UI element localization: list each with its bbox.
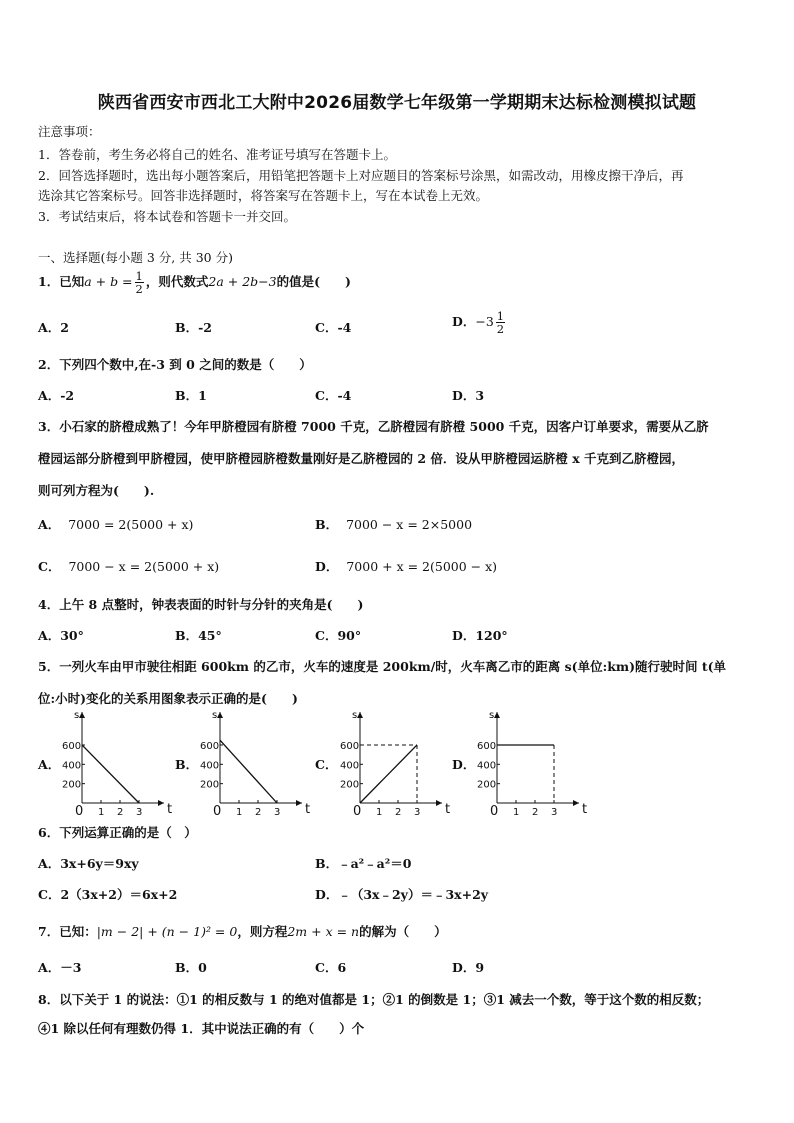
x-tick-label: 2: [117, 807, 124, 818]
q6-option-d[interactable]: D．﹣（3x﹣2y）＝﹣3x+2y: [315, 887, 489, 902]
question-8-stem: ④1 除以任何有理数仍得 1．其中说法正确的有（ ）个: [38, 1021, 365, 1036]
x-tick-label: 2: [532, 807, 539, 818]
x-axis-label: t: [445, 802, 451, 817]
x-tick-label: 0: [353, 804, 362, 819]
q5-graph-c: [338, 708, 451, 820]
q2-option-d[interactable]: D．3: [452, 388, 485, 403]
q3-b-equation: 7000 − x = 2×5000: [346, 517, 473, 532]
q1-d-whole: −3: [475, 314, 494, 329]
q6-option-c[interactable]: C．2（3x+2）＝6x+2: [38, 887, 178, 902]
q3-d-equation: 7000 + x = 2(5000 − x): [346, 559, 498, 574]
y-tick-label: 400: [340, 760, 360, 772]
y-axis-arrow: [217, 712, 223, 718]
question-4-stem: 4．上午 8 点整时，钟表表面的时针与分针的夹角是( ): [38, 597, 364, 612]
y-axis-arrow: [494, 712, 500, 718]
q4-option-c[interactable]: C．90°: [315, 628, 362, 643]
notice-item: 2．回答选择题时，选出每小题答案后，用铅笔把答题卡上对应题目的答案标号涂黑，如需改动，用橡皮擦干净后，再: [38, 168, 684, 183]
q1-d-num: 1: [496, 309, 505, 323]
x-axis-arrow: [573, 800, 579, 806]
notice-heading: 注意事项：: [38, 124, 101, 139]
section-heading: 一、选择题(每小题 3 分, 共 30 分): [38, 250, 233, 265]
q1-option-d[interactable]: [452, 310, 507, 335]
y-axis-arrow: [79, 712, 85, 718]
y-tick-label: 400: [477, 760, 497, 772]
q5-graph-b: [198, 708, 311, 820]
q7-option-b[interactable]: B．0: [175, 960, 207, 975]
series-line: [360, 745, 417, 803]
x-tick-label: 2: [395, 807, 402, 818]
q1-d-fraction: [496, 310, 505, 335]
q7-mid: ，则方程: [237, 924, 288, 939]
q7-option-d[interactable]: D．9: [452, 960, 485, 975]
q2-option-a[interactable]: A．-2: [38, 388, 75, 403]
q1-suffix: 的值是( ): [276, 274, 351, 289]
y-axis-arrow: [357, 712, 363, 718]
q7-equation: 2m + x = n: [287, 924, 360, 939]
q3-c-label: C．: [38, 559, 61, 574]
x-tick-label: 2: [255, 807, 262, 818]
y-tick-label: 600: [62, 740, 82, 752]
series-line: [82, 745, 139, 803]
question-3-stem: 橙园运部分脐橙到甲脐橙园，使甲脐橙园脐橙数量刚好是乙脐橙园的 2 倍．设从甲脐橙园运脐橙 x 千克到乙脐橙园，: [38, 451, 685, 466]
q3-option-d[interactable]: [315, 557, 497, 575]
y-tick-label: 400: [200, 760, 220, 772]
x-tick-label: 3: [551, 807, 558, 818]
x-tick-label: 1: [98, 807, 105, 818]
q7-condition: |m − 2| + (n − 1)² = 0: [96, 924, 238, 939]
question-2-stem: 2．下列四个数中,在-3 到 0 之间的数是（ ）: [38, 357, 312, 372]
question-8-stem: 8．以下关于 1 的说法：①1 的相反数与 1 的绝对值都是 1；②1 的倒数是 1；③1 减去一个数，等于这个数的相反数；: [38, 992, 710, 1007]
q4-option-d[interactable]: D．120°: [452, 628, 508, 643]
x-tick-label: 1: [236, 807, 243, 818]
q4-option-b[interactable]: B．45°: [175, 628, 222, 643]
q5-graph-d: [475, 708, 588, 820]
q1-fraction: [135, 270, 144, 295]
q6-option-b[interactable]: B．﹣a²﹣a²＝0: [315, 856, 412, 871]
x-tick-label: 1: [376, 807, 383, 818]
q1-expression: 2a + 2b−3: [208, 274, 277, 289]
q3-c-equation: 7000 − x = 2(5000 + x): [68, 559, 220, 574]
q1-option-c[interactable]: C．-4: [315, 320, 352, 335]
y-tick-label: 600: [477, 740, 497, 752]
x-tick-label: 0: [75, 804, 84, 819]
q5-option-c[interactable]: C．: [315, 757, 338, 772]
q3-option-a[interactable]: [38, 515, 193, 533]
notice-item: 3．考试结束后，将本试卷和答题卡一并交回。: [38, 209, 296, 224]
x-tick-label: 0: [490, 804, 499, 819]
q1-d-label: D．: [452, 314, 476, 329]
question-1-stem: [38, 270, 351, 295]
q3-b-label: B．: [315, 517, 339, 532]
y-tick-label: 400: [62, 760, 82, 772]
q1-mid: ，则代数式: [145, 274, 209, 289]
series-line: [220, 740, 277, 803]
q7-prefix: 7．已知：: [38, 924, 97, 939]
q1-frac-num: 1: [135, 269, 143, 283]
y-axis-label: s: [489, 710, 495, 721]
x-axis-arrow: [296, 800, 302, 806]
q7-option-c[interactable]: C．6: [315, 960, 347, 975]
exam-title: 陕西省西安市西北工大附中2026届数学七年级第一学期期末达标检测模拟试题: [97, 93, 697, 113]
y-tick-label: 200: [200, 779, 220, 791]
notice-item: 选涂其它答案标号。回答非选择题时，将答案写在答题卡上，写在本试卷上无效。: [38, 188, 489, 203]
y-axis-label: s: [74, 710, 80, 721]
q1-condition: a + b =: [84, 274, 133, 289]
x-tick-label: 3: [414, 807, 421, 818]
q1-frac-den: 2: [135, 282, 143, 296]
q1-option-a[interactable]: A．2: [38, 320, 69, 335]
q3-option-c[interactable]: [38, 557, 219, 575]
x-tick-label: 3: [136, 807, 143, 818]
q1-prefix: 1．已知: [38, 274, 85, 289]
q3-option-b[interactable]: [315, 515, 472, 533]
y-tick-label: 200: [340, 779, 360, 791]
y-axis-label: s: [352, 710, 358, 721]
x-axis-arrow: [158, 800, 164, 806]
question-3-stem: 3．小石家的脐橙成熟了！今年甲脐橙园有脐橙 7000 千克，乙脐橙园有脐橙 5000 千克，因客户订单要求，需要从乙脐: [38, 419, 709, 434]
x-tick-label: 3: [274, 807, 281, 818]
x-tick-label: 1: [513, 807, 520, 818]
question-5-stem: 5．一列火车由甲市驶往相距 600km 的乙市，火车的速度是 200km/时，火车离乙市的距离 s(单位:km)随行驶时间 t(单: [38, 659, 727, 674]
q6-option-a[interactable]: A．3x+6y＝9xy: [38, 856, 139, 871]
x-axis-label: t: [305, 802, 311, 817]
q5-graph-a: [60, 708, 173, 820]
question-5-stem: 位:小时)变化的关系用图象表示正确的是( ): [38, 691, 298, 706]
q5-option-d[interactable]: D．: [452, 757, 476, 772]
y-tick-label: 200: [62, 779, 82, 791]
q4-option-a[interactable]: A．30°: [38, 628, 84, 643]
y-axis-label: s: [212, 710, 218, 721]
x-axis-label: t: [167, 802, 173, 817]
q3-a-equation: 7000 = 2(5000 + x): [68, 517, 194, 532]
q5-option-a[interactable]: A．: [38, 757, 61, 772]
x-axis-label: t: [582, 802, 588, 817]
q1-d-den: 2: [496, 322, 505, 336]
q2-option-c[interactable]: C．-4: [315, 388, 352, 403]
q5-option-b[interactable]: B．: [175, 757, 199, 772]
question-7-stem: [38, 922, 447, 940]
q1-option-b[interactable]: B．-2: [175, 320, 212, 335]
y-tick-label: 200: [477, 779, 497, 791]
x-axis-arrow: [436, 800, 442, 806]
notice-item: 1．答卷前，考生务必将自己的姓名、准考证号填写在答题卡上。: [38, 147, 396, 162]
question-3-stem: 则可列方程为( ).: [38, 483, 155, 498]
q2-option-b[interactable]: B．1: [175, 388, 207, 403]
q7-option-a[interactable]: A．－3: [38, 960, 82, 975]
q3-d-label: D．: [315, 559, 339, 574]
x-tick-label: 0: [213, 804, 222, 819]
q3-a-label: A．: [38, 517, 61, 532]
q7-suffix: 的解为（ ）: [359, 924, 447, 939]
question-6-stem: 6．下列运算正确的是（ ）: [38, 825, 197, 840]
y-tick-label: 600: [340, 740, 360, 752]
y-tick-label: 600: [200, 740, 220, 752]
